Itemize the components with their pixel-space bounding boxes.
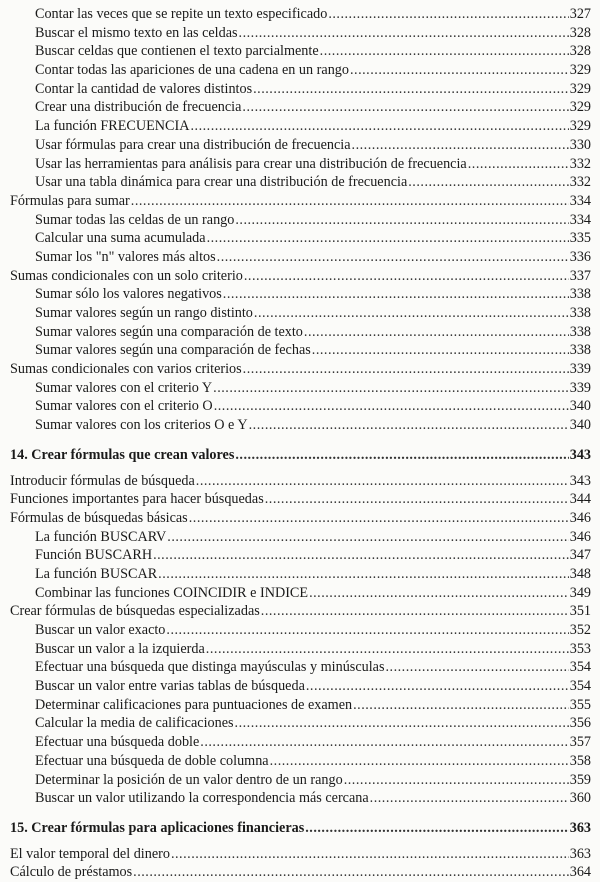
toc-subsection-entry <box>0 5 600 24</box>
dot-leader <box>171 845 569 864</box>
entry-title: Sumas condicionales con varios criterios <box>10 361 242 378</box>
toc-subsection-entry <box>0 117 600 136</box>
toc-subsection-entry <box>0 416 600 435</box>
dot-leader <box>242 98 568 117</box>
entry-title: Calcular una suma acumulada <box>35 230 206 247</box>
dot-leader <box>468 155 569 174</box>
dot-leader <box>214 397 569 416</box>
entry-title: Efectuar una búsqueda que distinga mayúsculas y minúsculas <box>35 659 385 676</box>
entry-title: Usar una tabla dinámica para crear una distribución de frecuencia <box>35 174 408 191</box>
page-number: 349 <box>569 584 591 601</box>
page-number: 353 <box>569 640 591 657</box>
page-number: 354 <box>569 678 591 695</box>
page-number: 335 <box>569 230 591 247</box>
page-number: 338 <box>569 305 591 321</box>
entry-title: Sumar valores según una comparación de fechas <box>35 342 311 359</box>
dot-leader <box>213 379 569 398</box>
toc-subsection-entry <box>0 80 600 99</box>
dot-leader <box>167 528 568 547</box>
entry-title: Introducir fórmulas de búsqueda <box>10 472 195 489</box>
dot-leader <box>312 341 569 360</box>
dot-leader <box>206 640 569 659</box>
entry-title: Cálculo de préstamos <box>10 864 133 881</box>
entry-title: 15. Crear fórmulas para aplicaciones financieras <box>10 819 305 836</box>
dot-leader <box>353 696 569 715</box>
page-number: 343 <box>569 446 591 463</box>
entry-title: Efectuar una búsqueda doble <box>35 734 200 751</box>
toc-subsection-entry <box>0 24 600 43</box>
toc-chapter-entry <box>0 819 600 838</box>
dot-leader <box>235 714 569 733</box>
page-number: 346 <box>569 528 591 545</box>
toc-subsection-entry <box>0 789 600 808</box>
toc-subsection-entry <box>0 584 600 603</box>
toc-subsection-entry <box>0 323 600 342</box>
entry-title: Buscar un valor utilizando la correspondencia más cercana <box>35 790 369 807</box>
page-number: 338 <box>569 342 591 359</box>
toc-subsection-entry <box>0 42 600 61</box>
toc-section-entry <box>0 845 600 864</box>
dot-leader <box>217 248 569 267</box>
page-number: 355 <box>569 696 591 713</box>
toc-subsection-entry <box>0 771 600 790</box>
entry-title: Contar todas las apariciones de una cadena en un rango <box>35 62 349 79</box>
page-number: 340 <box>569 398 591 415</box>
page-number: 339 <box>569 379 591 396</box>
toc-subsection-entry <box>0 752 600 771</box>
page-number: 334 <box>569 211 591 228</box>
entry-title: Calcular la media de calificaciones <box>35 715 234 732</box>
dot-leader <box>133 863 569 882</box>
entry-title: Sumas condicionales con un solo criterio <box>10 267 243 284</box>
toc-section-entry <box>0 267 600 286</box>
dot-leader <box>166 621 568 640</box>
page-number: 334 <box>569 192 591 209</box>
toc-section-entry <box>0 863 600 882</box>
dot-leader <box>385 658 568 677</box>
page-number: 337 <box>569 267 591 284</box>
dot-leader <box>328 5 568 24</box>
page-number: 330 <box>569 136 591 153</box>
entry-title: Función BUSCARH <box>35 547 153 564</box>
page-number: 354 <box>569 659 591 676</box>
toc-subsection-entry <box>0 341 600 360</box>
toc-subsection-entry <box>0 528 600 547</box>
entry-title: 14. Crear fórmulas que crean valores <box>10 446 235 463</box>
entry-title: La función BUSCAR <box>35 565 158 582</box>
toc-section-entry <box>0 472 600 491</box>
dot-leader <box>261 602 569 621</box>
dot-leader <box>190 117 568 136</box>
entry-title: Crear fórmulas de búsquedas especializadas <box>10 603 260 620</box>
entry-title: Funciones importantes para hacer búsquedas <box>10 491 264 508</box>
page-number: 328 <box>569 43 591 60</box>
entry-title: Fórmulas de búsquedas básicas <box>10 509 188 526</box>
entry-title: Buscar celdas que contienen el texto parcialmente <box>35 43 319 60</box>
dot-leader <box>309 584 569 603</box>
entry-title: Sumar valores según un rango distinto <box>35 305 253 321</box>
toc-subsection-entry <box>0 229 600 248</box>
toc-subsection-entry <box>0 304 600 323</box>
page-number: 364 <box>569 864 591 881</box>
toc-subsection-entry <box>0 546 600 565</box>
entry-title: Sumar los "n" valores más altos <box>35 248 216 265</box>
dot-leader <box>158 565 569 584</box>
toc-subsection-entry <box>0 658 600 677</box>
toc-section-entry <box>0 192 600 211</box>
page-number: 352 <box>569 622 591 638</box>
page-number: 358 <box>569 752 591 769</box>
entry-title: Buscar un valor exacto <box>35 622 166 638</box>
entry-title: Sumar todas las celdas de un rango <box>35 211 235 228</box>
dot-leader <box>306 677 569 696</box>
dot-leader <box>235 446 568 465</box>
dot-leader <box>207 229 569 248</box>
toc-subsection-entry <box>0 173 600 192</box>
entry-title: La función FRECUENCIA <box>35 118 190 135</box>
toc-subsection-entry <box>0 565 600 584</box>
dot-leader <box>131 192 569 211</box>
toc-subsection-entry <box>0 285 600 304</box>
toc-subsection-entry <box>0 677 600 696</box>
entry-title: Sumar valores según una comparación de texto <box>35 323 303 340</box>
page-number: 351 <box>569 603 591 620</box>
page-number: 338 <box>569 286 591 303</box>
entry-title: El valor temporal del dinero <box>10 845 170 862</box>
page-number: 328 <box>569 24 591 41</box>
dot-leader <box>408 173 568 192</box>
dot-leader <box>200 733 568 752</box>
page-number: 347 <box>569 547 591 564</box>
page-number: 357 <box>569 734 591 751</box>
toc-subsection-entry <box>0 640 600 659</box>
dot-leader <box>243 360 569 379</box>
toc-subsection-entry <box>0 248 600 267</box>
page-number: 346 <box>569 509 591 526</box>
entry-title: Efectuar una búsqueda de doble columna <box>35 752 269 769</box>
toc-subsection-entry <box>0 379 600 398</box>
page-number: 332 <box>569 155 591 172</box>
page-number: 359 <box>569 771 591 788</box>
entry-title: Combinar las funciones COINCIDIR e INDICE <box>35 584 309 601</box>
toc-subsection-entry <box>0 397 600 416</box>
toc-subsection-entry <box>0 733 600 752</box>
toc-section-entry <box>0 360 600 379</box>
page-number: 329 <box>569 80 591 97</box>
page-number: 338 <box>569 323 591 340</box>
page-number: 336 <box>569 248 591 265</box>
page-number: 329 <box>569 99 591 116</box>
page-number: 329 <box>569 118 591 135</box>
dot-leader <box>270 752 569 771</box>
entry-title: Sumar sólo los valores negativos <box>35 286 222 303</box>
page-number: 339 <box>569 361 591 378</box>
toc-subsection-entry <box>0 136 600 155</box>
page-number: 332 <box>569 174 591 191</box>
entry-title: Buscar un valor entre varias tablas de búsqueda <box>35 678 305 695</box>
dot-leader <box>305 819 568 838</box>
page-number: 363 <box>569 819 591 836</box>
entry-title: Usar las herramientas para análisis para crear una distribución de frecuencia <box>35 155 467 172</box>
page-number: 343 <box>569 472 591 489</box>
toc-section-entry <box>0 509 600 528</box>
page-number: 360 <box>569 790 591 807</box>
toc-section-entry <box>0 490 600 509</box>
entry-title: Sumar valores con los criterios O e Y <box>35 417 248 434</box>
dot-leader <box>239 24 569 43</box>
toc-subsection-entry <box>0 696 600 715</box>
entry-title: Buscar el mismo texto en las celdas <box>35 24 238 41</box>
toc-subsection-entry <box>0 621 600 640</box>
entry-title: Sumar valores con el criterio Y <box>35 379 213 396</box>
dot-leader <box>320 42 569 61</box>
dot-leader <box>223 285 569 304</box>
dot-leader <box>265 490 569 509</box>
toc-subsection-entry <box>0 155 600 174</box>
entry-title: Determinar calificaciones para puntuaciones de examen <box>35 696 353 713</box>
dot-leader <box>196 472 569 491</box>
dot-leader <box>304 323 569 342</box>
page-number: 340 <box>569 417 591 434</box>
toc-subsection-entry <box>0 61 600 80</box>
entry-title: La función BUSCARV <box>35 528 167 545</box>
dot-leader <box>350 61 569 80</box>
toc-section-entry <box>0 602 600 621</box>
toc-subsection-entry <box>0 98 600 117</box>
dot-leader <box>189 509 569 528</box>
entry-title: Contar las veces que se repite un texto especificado <box>35 6 328 22</box>
dot-leader <box>344 771 569 790</box>
page-number: 363 <box>569 845 591 862</box>
toc-subsection-entry <box>0 211 600 230</box>
toc-subsection-entry <box>0 714 600 733</box>
dot-leader <box>153 546 569 565</box>
dot-leader <box>254 304 569 323</box>
entry-title: Determinar la posición de un valor dentro de un rango <box>35 771 343 788</box>
entry-title: Usar fórmulas para crear una distribución de frecuencia <box>35 136 351 153</box>
entry-title: Buscar un valor a la izquierda <box>35 640 205 657</box>
page-number: 327 <box>569 6 591 22</box>
entry-title: Fórmulas para sumar <box>10 192 130 209</box>
dot-leader <box>370 789 569 808</box>
page-number: 344 <box>569 491 591 508</box>
entry-title: Contar la cantidad de valores distintos <box>35 80 253 97</box>
dot-leader <box>352 136 569 155</box>
page-number: 356 <box>569 715 591 732</box>
dot-leader <box>253 80 569 99</box>
page-number: 329 <box>569 62 591 79</box>
dot-leader <box>249 416 569 435</box>
entry-title: Sumar valores con el criterio O <box>35 398 213 415</box>
entry-title: Crear una distribución de frecuencia <box>35 99 242 116</box>
page-number: 348 <box>569 565 591 582</box>
toc-chapter-entry <box>0 446 600 465</box>
dot-leader <box>235 211 568 230</box>
dot-leader <box>244 267 569 286</box>
